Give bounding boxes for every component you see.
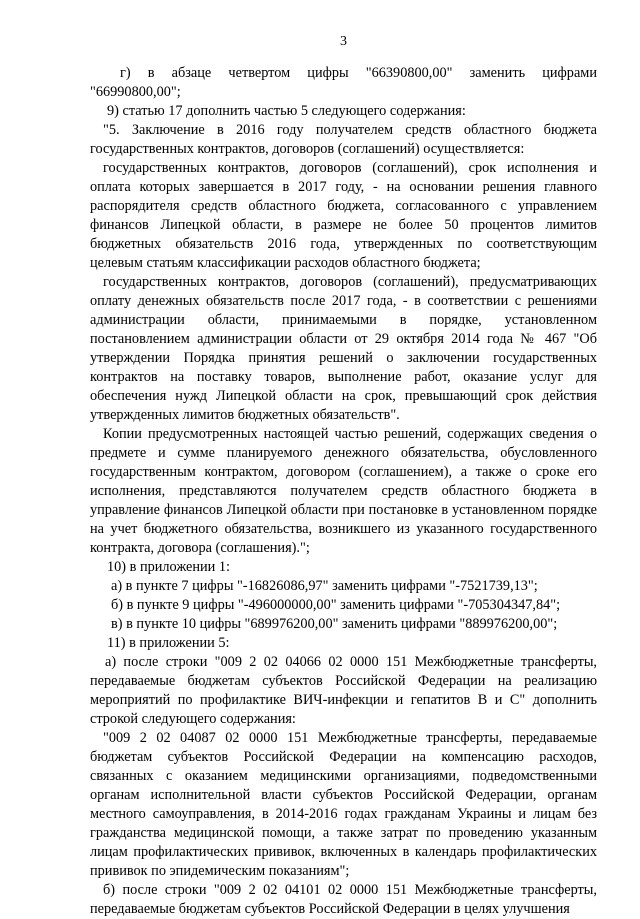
text-line: в) в пункте 10 цифры "689976200,00" заменить цифрами "889976200,00"; [111,616,558,632]
text-line: прививок по эпидемическим показаниям"; [90,863,350,879]
text-line: строкой следующего содержания: [90,711,296,727]
text-line: на учет бюджетного обязательства, возникшего из указанного государственного [90,521,597,537]
text-line: связанных с оказанием медицинскими организациями, подведомственными [90,768,597,784]
text-line: исполнения, представляются получателем средств областного бюджета в [90,483,597,499]
paragraph [90,577,597,596]
text-line: передаваемые бюджетам субъектов Российской Федерации в целях улучшения [90,901,570,917]
text-line: утвержденных лимитов бюджетных обязательств". [90,407,400,423]
text-line: администрации области, принимаемыми в порядке, установленном [90,312,597,328]
text-line: государственных контрактов, договоров (соглашений), срок исполнения и [103,160,597,176]
text-line: б) в пункте 9 цифры "-496000000,00" заменить цифрами "-705304347,84"; [111,597,561,613]
paragraph [90,596,597,615]
text-line: бюджетных обязательств 2016 года, утвержденных по соответствующим [90,236,597,252]
text-line: государственным контрактом, договором (соглашением), а также о сроке его [90,464,597,480]
text-line: целевым статьям классификации расходов областного бюджета; [90,255,481,271]
text-line: 11) в приложении 5: [107,635,230,651]
paragraph [90,729,597,881]
text-line: лицам профилактических прививок, включенных в календарь профилактических [90,844,597,860]
text-line: а) в пункте 7 цифры "-16826086,97" заменить цифрами "-7521739,13"; [111,578,538,594]
paragraph [90,615,597,634]
paragraph [90,634,597,653]
text-line: передаваемые бюджетам субъектов Российской Федерации на реализацию [90,673,597,689]
paragraph [90,159,597,273]
text-line: б) после строки "009 2 02 04101 02 0000 151 Межбюджетные трансферты, [103,882,597,898]
paragraph [90,653,597,729]
text-line: финансов Липецкой области, в размере не более 50 процентов лимитов [90,217,597,233]
text-line: органам исполнительной власти субъектов Российской Федерации, органам [90,787,597,803]
text-line: контрактов на поставку товаров, выполнение работ, оказание услуг для [90,369,597,385]
paragraph [90,273,597,425]
paragraph [90,64,597,102]
text-line: 9) статью 17 дополнить частью 5 следующего содержания: [107,103,466,119]
document-page [90,0,597,917]
text-line: а) после строки "009 2 02 04066 02 0000 151 Межбюджетные трансферты, [105,654,597,670]
document-body [90,64,597,919]
paragraph [90,558,597,577]
text-line: обеспечения нужд Липецкой области на срок, превышающий срок действия [90,388,597,404]
page-number: 3 [340,34,347,49]
text-line: оплату денежных обязательств после 2017 года, - в соответствии с решениями [90,293,597,309]
text-line: управление финансов Липецкой области при постановке в установленном порядке [90,502,597,518]
text-line: контракта, договора (соглашения)."; [90,540,310,556]
paragraph [90,102,597,121]
text-line: государственных контрактов, договоров (соглашений), предусматривающих [103,274,597,290]
text-line: местного самоуправления, в 2014-2016 годах гражданам Украины и лицам без [90,806,597,822]
paragraph [90,425,597,558]
text-line: государственных контрактов, договоров (соглашений) осуществляется: [90,141,525,157]
text-line: Копии предусмотренных настоящей частью решений, содержащих сведения о [103,426,597,442]
text-line: постановлением администрации области от 29 октября 2014 года № 467 "Об [90,331,597,347]
text-line: бюджетам субъектов Российской Федерации на компенсацию расходов, [90,749,597,765]
text-line: предмете и сумме планируемого денежного обязательства, обусловленного [90,445,597,461]
paragraph [90,121,597,159]
paragraph [90,881,597,919]
text-line: 10) в приложении 1: [107,559,231,575]
text-line: "66990800,00"; [90,84,181,100]
text-line: гражданства медицинской помощи, а также затрат по проведению указанным [90,825,597,841]
text-line: мероприятий по профилактике ВИЧ-инфекции и гепатитов В и С" дополнить [90,692,597,708]
text-line: г) в абзаце четвертом цифры "66390800,00" заменить цифрами [120,65,597,81]
text-line: оплата которых завершается в 2017 году, - на основании решения главного [90,179,597,195]
text-line: "009 2 02 04087 02 0000 151 Межбюджетные трансферты, передаваемые [103,730,597,746]
text-line: распорядителя средств областного бюджета, согласованного с управлением [90,198,597,214]
text-line: утверждении Порядка принятия решений о заключении государственных [90,350,597,366]
text-line: "5. Заключение в 2016 году получателем средств областного бюджета [103,122,597,138]
